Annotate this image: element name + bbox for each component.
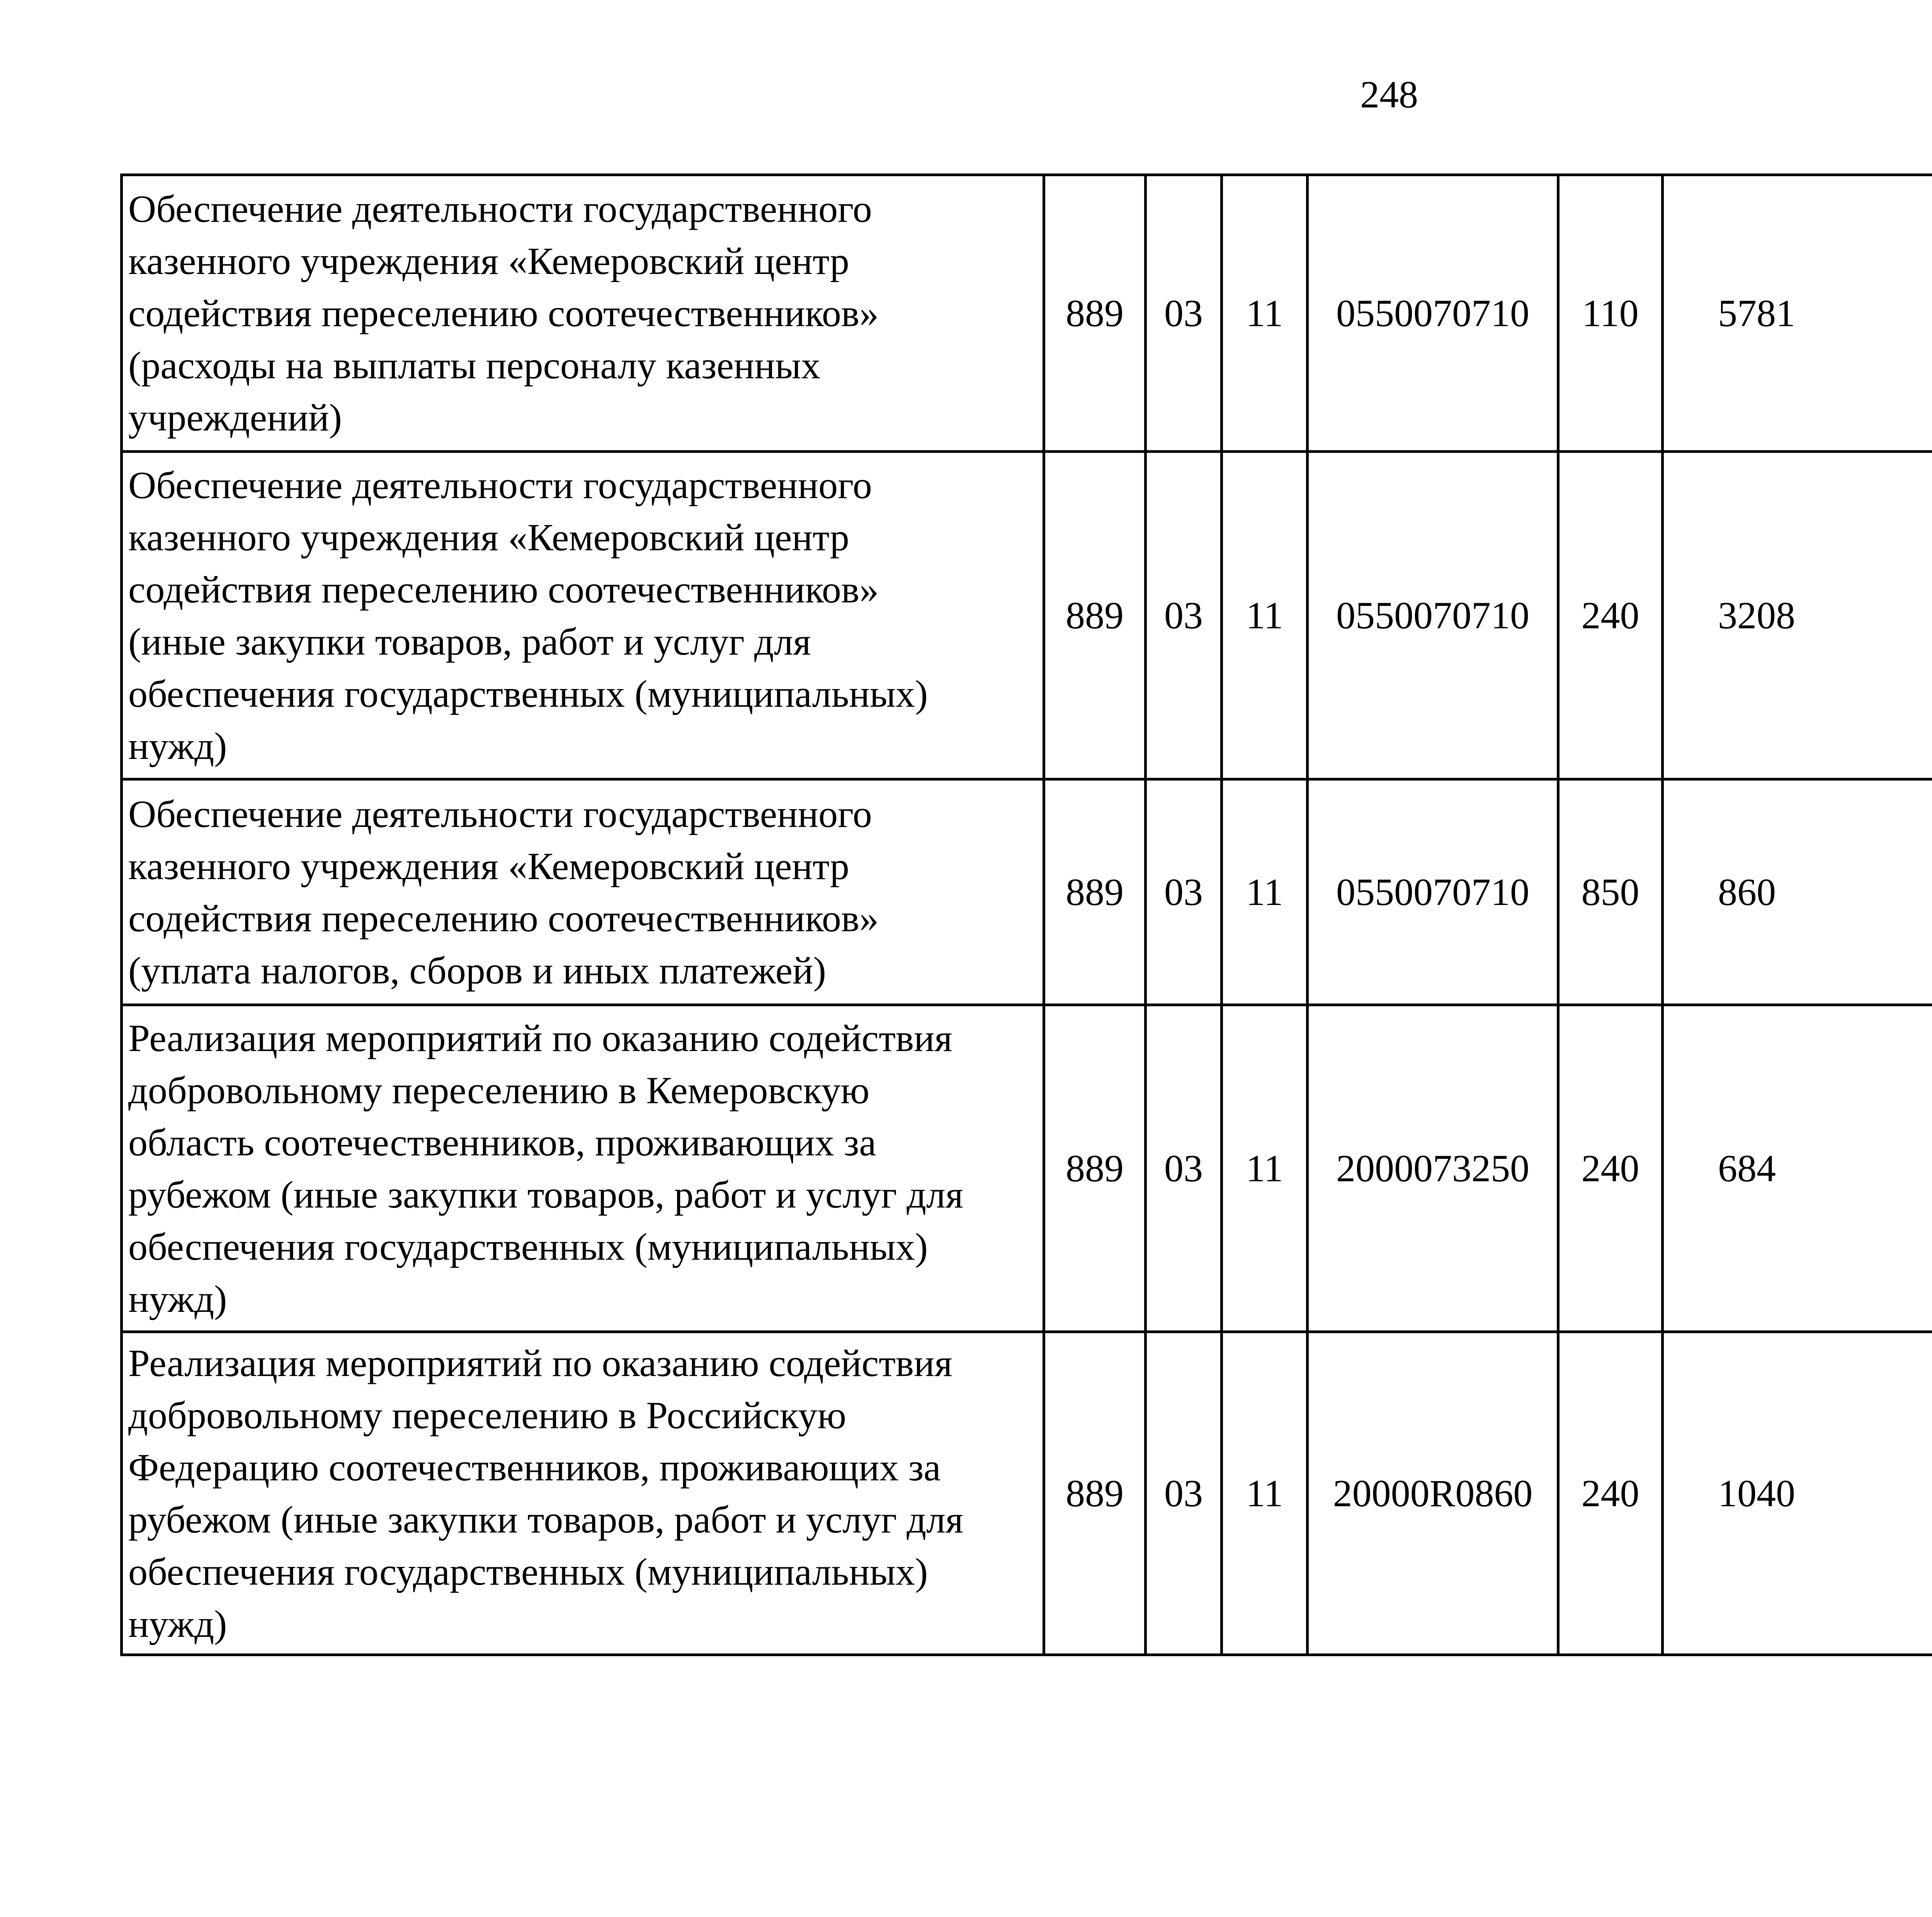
expense-type-cell: 240: [1558, 1332, 1663, 1655]
subsection-code-cell: 11: [1222, 1005, 1308, 1332]
subsection-code-cell: 11: [1222, 175, 1308, 452]
expense-type-cell: 110: [1558, 175, 1663, 452]
target-article-cell: 2000073250: [1308, 1005, 1558, 1332]
section-code-cell: 03: [1146, 452, 1222, 779]
ministry-code-cell: 889: [1044, 175, 1146, 452]
budget-table: [120, 173, 1932, 1656]
subsection-code-cell: 11: [1222, 1332, 1308, 1655]
ministry-code-cell: 889: [1044, 1332, 1146, 1655]
table-row: [122, 1332, 1932, 1655]
amount-year1-cell: 3208: [1663, 452, 1932, 779]
table-row: [122, 175, 1932, 452]
section-code-cell: 03: [1146, 175, 1222, 452]
subsection-code-cell: 11: [1222, 779, 1308, 1005]
target-article-cell: 0550070710: [1308, 779, 1558, 1005]
page-number: 248: [1360, 73, 1418, 116]
row-name-cell: Обеспечение деятельности государственного казенного учреждения «Кемеровский центр содействия переселению соотечественников» (расходы на выплаты персоналу казенных учреждений): [122, 175, 1044, 452]
expense-type-cell: 240: [1558, 1005, 1663, 1332]
ministry-code-cell: 889: [1044, 452, 1146, 779]
row-name-cell: Обеспечение деятельности государственного казенного учреждения «Кемеровский центр содействия переселению соотечественников» (иные закупки товаров, работ и услуг для обеспечения государственных (муниципальных) нужд): [122, 452, 1044, 779]
target-article-cell: 0550070710: [1308, 175, 1558, 452]
amount-year1-cell: 684: [1663, 1005, 1932, 1332]
target-article-cell: 0550070710: [1308, 452, 1558, 779]
table-row: [122, 779, 1932, 1005]
section-code-cell: 03: [1146, 1332, 1222, 1655]
amount-year1-cell: 1040: [1663, 1332, 1932, 1655]
table-row: [122, 452, 1932, 779]
amount-year1-cell: 5781: [1663, 175, 1932, 452]
table-row: [122, 1005, 1932, 1332]
expense-type-cell: 850: [1558, 779, 1663, 1005]
target-article-cell: 20000R0860: [1308, 1332, 1558, 1655]
row-name-cell: Реализация мероприятий по оказанию содействия добровольному переселению в Кемеровскую область соотечественников, проживающих за рубежом (иные закупки товаров, работ и услуг для обеспечения государственных (муниципальных) нужд): [122, 1005, 1044, 1332]
row-name-cell: Реализация мероприятий по оказанию содействия добровольному переселению в Российскую Федерацию соотечественников, проживающих за рубежом (иные закупки товаров, работ и услуг для обеспечения государственных (муниципальных) нужд): [122, 1332, 1044, 1655]
expense-type-cell: 240: [1558, 452, 1663, 779]
amount-year1-cell: 860: [1663, 779, 1932, 1005]
section-code-cell: 03: [1146, 1005, 1222, 1332]
row-name-cell: Обеспечение деятельности государственного казенного учреждения «Кемеровский центр содействия переселению соотечественников» (уплата налогов, сборов и иных платежей): [122, 779, 1044, 1005]
ministry-code-cell: 889: [1044, 779, 1146, 1005]
ministry-code-cell: 889: [1044, 1005, 1146, 1332]
subsection-code-cell: 11: [1222, 452, 1308, 779]
section-code-cell: 03: [1146, 779, 1222, 1005]
